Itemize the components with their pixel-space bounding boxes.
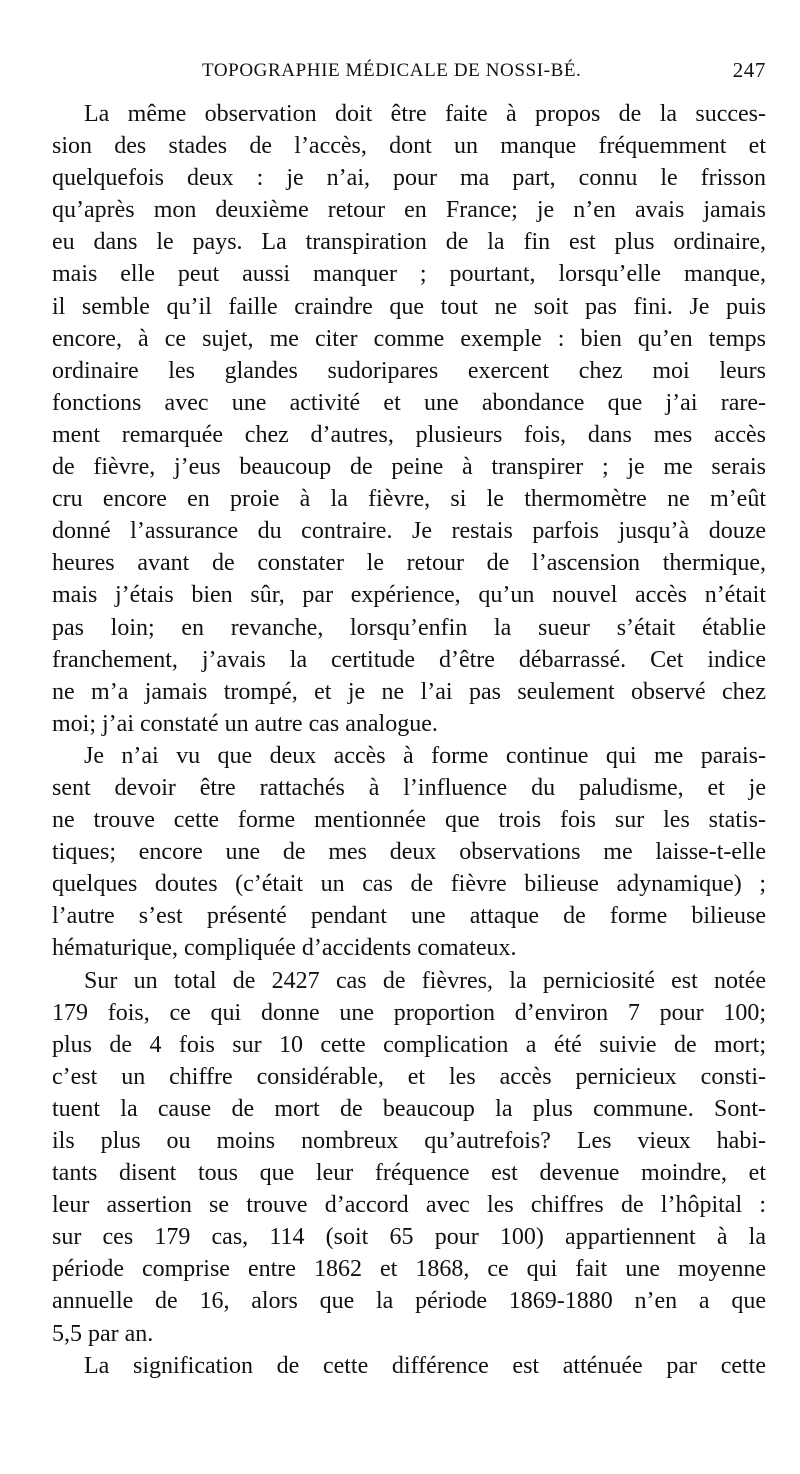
text-line: donné l’assurance du contraire. Je restais parfois jusqu’à douze [52, 518, 766, 545]
running-title: TOPOGRAPHIE MÉDICALE DE NOSSI-BÉ. [202, 60, 582, 81]
text-line: encore, à ce sujet, me citer comme exemple : bien qu’en temps [52, 325, 766, 352]
text-line: qu’après mon deuxième retour en France; je n’en avais jamais [52, 197, 766, 224]
text-line: tants disent tous que leur fréquence est devenue moindre, et [52, 1160, 766, 1187]
text-line: Je n’ai vu que deux accès à forme continue qui me parais- [84, 742, 766, 769]
text-line: ne trouve cette forme mentionnée que trois fois sur les statis- [52, 807, 766, 834]
text-line: ils plus ou moins nombreux qu’autrefois? Les vieux habi- [52, 1128, 766, 1154]
text-line: eu dans le pays. La transpiration de la fin est plus ordinaire, [52, 229, 766, 256]
text-line: annuelle de 16, alors que la période 1869-1880 n’en a que [52, 1288, 766, 1315]
text-line: il semble qu’il faille craindre que tout ne soit pas fini. Je puis [52, 293, 766, 320]
text-line: 179 fois, ce qui donne une proportion d’environ 7 pour 100; [52, 999, 766, 1026]
body-text [52, 98, 766, 1382]
text-line: fonctions avec une activité et une abondance que j’ai rare- [52, 389, 766, 416]
text-line: c’est un chiffre considérable, et les accès pernicieux consti- [52, 1063, 766, 1090]
text-line: ment remarquée chez d’autres, plusieurs fois, dans mes accès [52, 421, 766, 448]
page-content [52, 56, 766, 1382]
text-line: quelquefois deux : je n’ai, pour ma part, connu le frisson [52, 165, 766, 192]
text-line: tiques; encore une de mes deux observations me laisse-t-elle [52, 839, 766, 866]
text-line: sur ces 179 cas, 114 (soit 65 pour 100) appartiennent à la [52, 1224, 766, 1251]
text-line: période comprise entre 1862 et 1868, ce qui fait une moyenne [52, 1256, 766, 1283]
text-line: plus de 4 fois sur 10 cette complication a été suivie de mort; [52, 1031, 766, 1058]
running-head [52, 56, 766, 90]
text-line: pas loin; en revanche, lorsqu’enfin la sueur s’était établie [52, 614, 766, 641]
page-number: 247 [732, 58, 766, 82]
text-line: heures avant de constater le retour de l’ascension thermique, [52, 550, 766, 577]
text-line: sion des stades de l’accès, dont un manque fréquemment et [52, 133, 766, 160]
text-line: La signification de cette différence est atténuée par cette [84, 1352, 766, 1379]
text-line: leur assertion se trouve d’accord avec les chiffres de l’hôpital : [52, 1192, 766, 1219]
text-line: hématurique, compliquée d’accidents comateux. [52, 935, 517, 962]
text-line: Sur un total de 2427 cas de fièvres, la perniciosité est notée [84, 967, 766, 994]
text-line: ordinaire les glandes sudoripares exercent chez moi leurs [52, 357, 766, 384]
text-line: sent devoir être rattachés à l’influence du paludisme, et je [52, 774, 766, 801]
text-line: ne m’a jamais trompé, et je ne l’ai pas seulement observé chez [52, 678, 766, 705]
text-line: cru encore en proie à la fièvre, si le thermomètre ne m’eût [52, 486, 766, 513]
text-line: de fièvre, j’eus beaucoup de peine à transpirer ; je me serais [52, 454, 766, 481]
text-line: l’autre s’est présenté pendant une attaque de forme bilieuse [52, 903, 766, 930]
text-line: tuent la cause de mort de beaucoup la plus commune. Sont- [52, 1095, 766, 1122]
text-line: quelques doutes (c’était un cas de fièvre bilieuse adynamique) ; [52, 871, 766, 898]
text-line: mais j’étais bien sûr, par expérience, qu’un nouvel accès n’était [52, 582, 766, 609]
text-line: La même observation doit être faite à propos de la succes- [84, 101, 766, 127]
text-line: franchement, j’avais la certitude d’être débarrassé. Cet indice [52, 646, 766, 673]
text-line: moi; j’ai constaté un autre cas analogue. [52, 710, 438, 737]
text-line: mais elle peut aussi manquer ; pourtant, lorsqu’elle manque, [52, 261, 766, 288]
text-line: 5,5 par an. [52, 1320, 154, 1347]
